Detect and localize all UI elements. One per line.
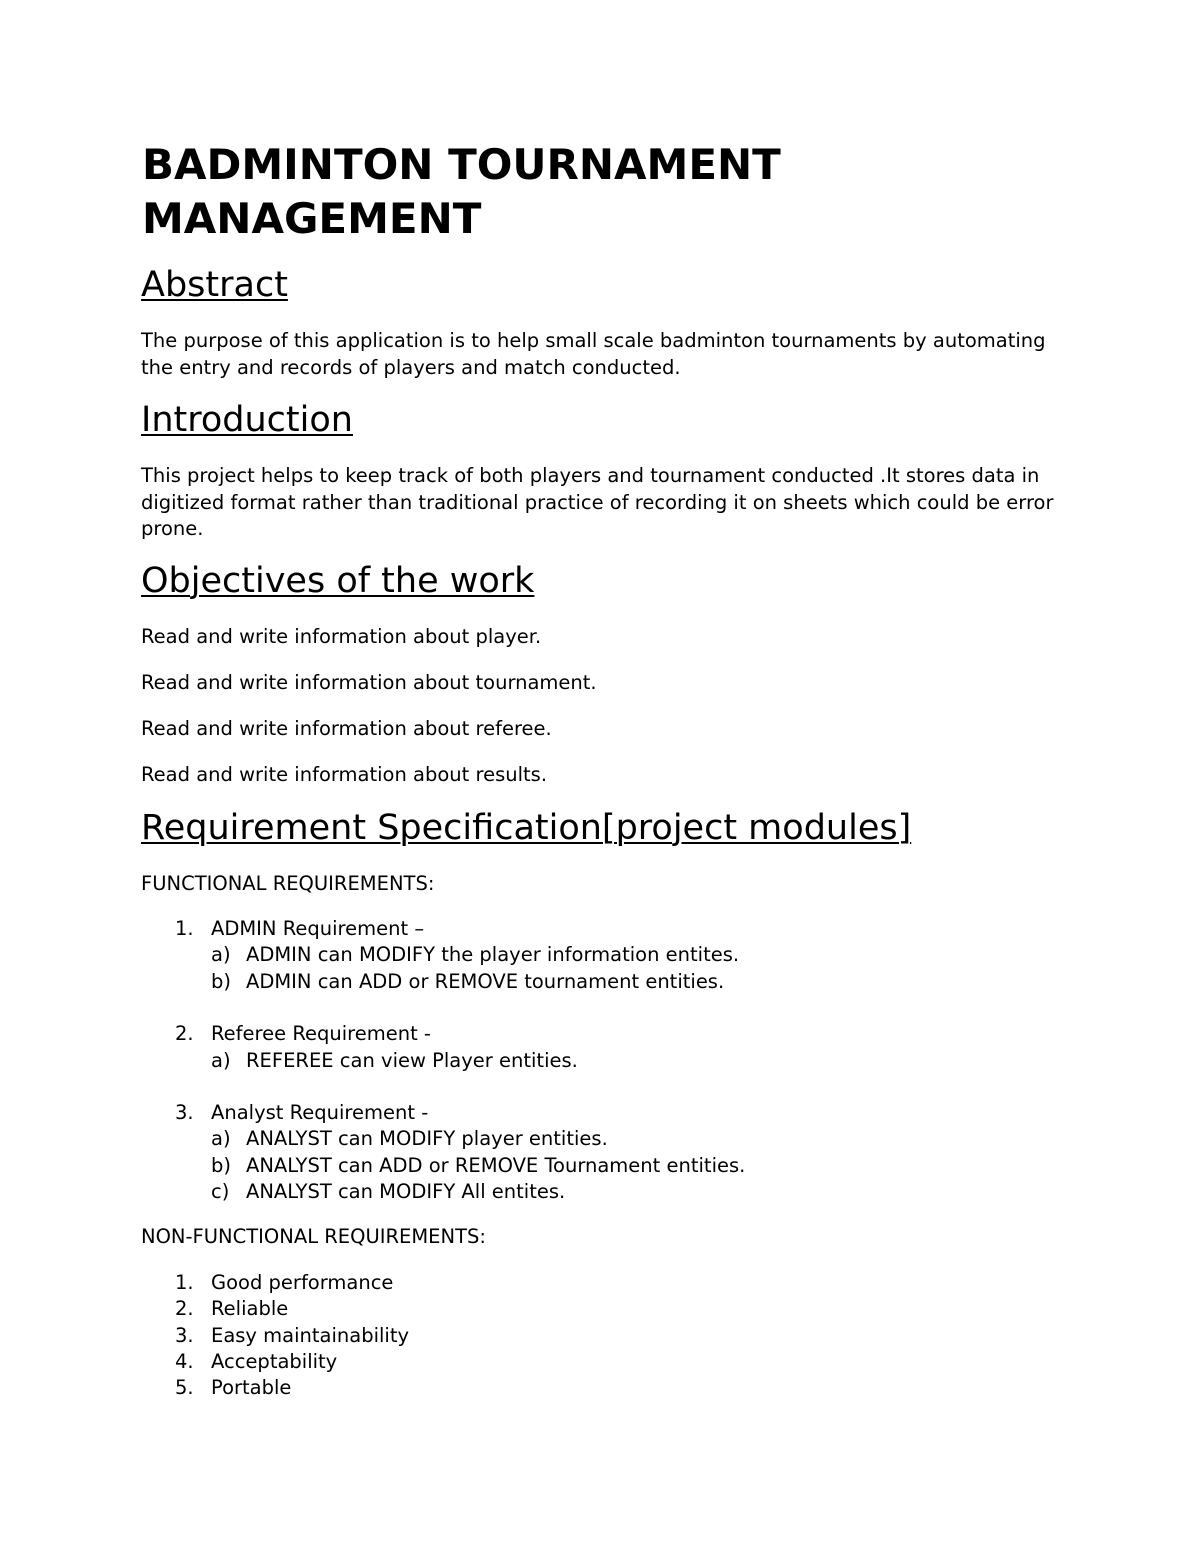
list-marker: 3. xyxy=(175,1101,194,1124)
nonfunctional-item: Acceptability xyxy=(211,1350,338,1373)
list-marker: 2. xyxy=(175,1022,194,1045)
requirements-heading: Requirement Specification[project modules] xyxy=(141,808,912,848)
objective-item: Read and write information about referee. xyxy=(141,717,552,740)
list-marker: 2. xyxy=(175,1297,194,1320)
sublist-marker: b) xyxy=(211,970,231,993)
nonfunctional-requirements-label: NON-FUNCTIONAL REQUIREMENTS: xyxy=(141,1225,486,1248)
sublist-marker: a) xyxy=(211,1127,231,1150)
sublist-marker: b) xyxy=(211,1154,231,1177)
objective-item: Read and write information about tournament. xyxy=(141,671,597,694)
analyst-requirement-label: Analyst Requirement - xyxy=(211,1101,429,1124)
sublist-marker: a) xyxy=(211,943,231,966)
abstract-body: The purpose of this application is to help small scale badminton tournaments by automating the entry and records of players and match conducted. xyxy=(141,329,1046,379)
objectives-heading: Objectives of the work xyxy=(141,561,535,601)
functional-requirements-label: FUNCTIONAL REQUIREMENTS: xyxy=(141,872,435,895)
list-marker: 1. xyxy=(175,917,194,940)
nonfunctional-item: Reliable xyxy=(211,1297,289,1320)
list-marker: 1. xyxy=(175,1271,194,1294)
list-marker: 4. xyxy=(175,1350,194,1373)
admin-requirement-label: ADMIN Requirement – xyxy=(211,917,425,940)
analyst-subitem: ANALYST can MODIFY All entites. xyxy=(246,1180,566,1203)
admin-subitem: ADMIN can ADD or REMOVE tournament entities. xyxy=(246,970,725,993)
list-marker: 3. xyxy=(175,1324,194,1347)
sublist-marker: a) xyxy=(211,1049,231,1072)
nonfunctional-item: Good performance xyxy=(211,1271,394,1294)
abstract-heading: Abstract xyxy=(141,265,288,305)
referee-subitem: REFEREE can view Player entities. xyxy=(246,1049,578,1072)
document-title: BADMINTON TOURNAMENT MANAGEMENT xyxy=(142,140,781,243)
introduction-body: This project helps to keep track of both players and tournament conducted .It stores data in digitized format rather than traditional practice of recording it on sheets which could be error prone. xyxy=(141,464,1054,540)
introduction-heading: Introduction xyxy=(141,400,353,440)
sublist-marker: c) xyxy=(211,1180,230,1203)
nonfunctional-item: Portable xyxy=(211,1376,292,1399)
objective-item: Read and write information about player. xyxy=(141,625,542,648)
list-marker: 5. xyxy=(175,1376,194,1399)
admin-subitem: ADMIN can MODIFY the player information entites. xyxy=(246,943,740,966)
referee-requirement-label: Referee Requirement - xyxy=(211,1022,431,1045)
analyst-subitem: ANALYST can ADD or REMOVE Tournament entities. xyxy=(246,1154,746,1177)
objective-item: Read and write information about results. xyxy=(141,763,548,786)
analyst-subitem: ANALYST can MODIFY player entities. xyxy=(246,1127,608,1150)
nonfunctional-item: Easy maintainability xyxy=(211,1324,410,1347)
